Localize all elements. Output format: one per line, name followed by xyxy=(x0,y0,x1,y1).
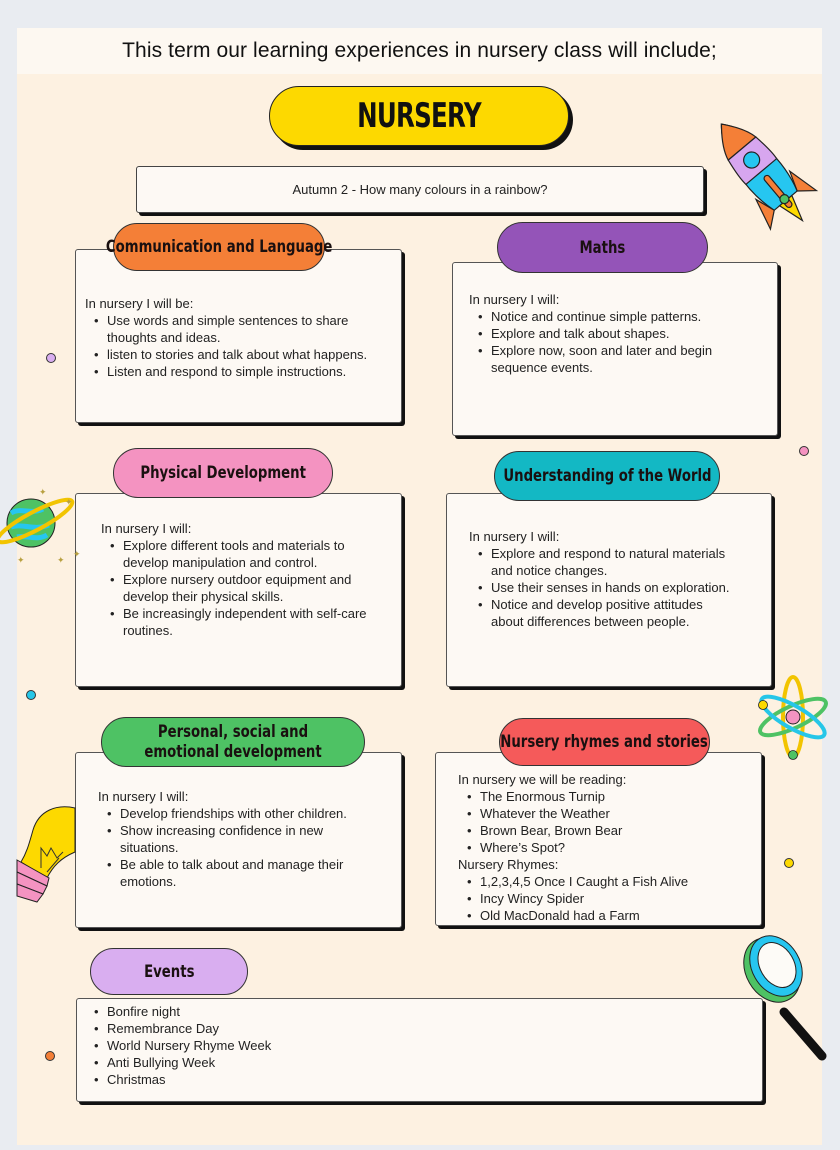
magnifying-glass-icon xyxy=(742,930,824,1060)
stories-list xyxy=(458,788,751,856)
list-item: • Use words and simple sentences to share thoughts and ideas. xyxy=(107,312,391,346)
personal-card xyxy=(75,752,402,928)
topic-text: Autumn 2 - How many colours in a rainbow? xyxy=(292,182,548,197)
class-title: NURSERY xyxy=(357,96,481,136)
decorative-dot xyxy=(784,858,794,868)
list-item: • Use their senses in hands on exploration. xyxy=(491,579,751,596)
rhymes-title: Nursery rhymes and stories xyxy=(500,732,709,752)
list-item: • Show increasing confidence in new situations. xyxy=(120,822,350,856)
list-item: • Notice and continue simple patterns. xyxy=(491,308,767,325)
rhymes-title-pill xyxy=(499,718,710,766)
list-item: • World Nursery Rhyme Week xyxy=(107,1037,752,1054)
class-title-pill xyxy=(269,86,569,146)
events-list xyxy=(85,1003,752,1088)
events-title: Events xyxy=(143,961,195,982)
physical-list xyxy=(101,537,391,639)
topic-box xyxy=(136,166,704,213)
list-item: • Explore nursery outdoor equipment and develop their physical skills. xyxy=(123,571,373,605)
lightbulb-icon xyxy=(17,800,77,910)
personal-intro: In nursery I will: xyxy=(98,789,189,804)
decorative-dot xyxy=(799,446,809,456)
maths-title: Maths xyxy=(579,237,626,258)
communication-list xyxy=(85,312,391,380)
world-intro: In nursery I will: xyxy=(469,529,560,544)
list-item: • Explore different tools and materials to develop manipulation and control. xyxy=(123,537,373,571)
list-item: • Be able to talk about and manage their emotions. xyxy=(120,856,370,890)
personal-title-pill xyxy=(101,717,365,767)
svg-text:✦: ✦ xyxy=(57,555,65,565)
rhymes-card xyxy=(435,752,762,926)
maths-card xyxy=(452,262,778,436)
communication-title-pill xyxy=(105,223,333,271)
personal-list xyxy=(98,805,391,890)
world-list xyxy=(469,545,761,630)
list-item: • Explore and talk about shapes. xyxy=(491,325,767,342)
list-item: • Remembrance Day xyxy=(107,1020,752,1037)
personal-title: Personal, social and emotional development xyxy=(144,722,322,762)
atom-icon xyxy=(755,675,825,760)
maths-intro: In nursery I will: xyxy=(469,292,560,307)
communication-intro: In nursery I will be: xyxy=(85,296,194,311)
list-item: • Notice and develop positive attitudes about differences between people. xyxy=(491,596,731,630)
intro-text: This term our learning experiences in nursery class will include; xyxy=(122,39,717,62)
planet-icon xyxy=(17,485,81,565)
events-card xyxy=(76,998,763,1102)
world-title: Understanding of the World xyxy=(502,466,712,486)
svg-text:✦: ✦ xyxy=(39,487,47,497)
events-title-pill xyxy=(90,948,248,995)
list-item: • Brown Bear, Brown Bear xyxy=(480,822,751,839)
physical-intro: In nursery I will: xyxy=(101,521,192,536)
rhymes-intro: Nursery Rhymes: xyxy=(458,857,559,872)
list-item: • The Enormous Turnip xyxy=(480,788,751,805)
intro-banner xyxy=(17,28,822,74)
world-card xyxy=(446,493,772,687)
communication-title: Communication and Language xyxy=(105,237,333,257)
physical-title-pill xyxy=(113,448,333,498)
list-item: • Anti Bullying Week xyxy=(107,1054,752,1071)
decorative-dot xyxy=(46,353,56,363)
stories-intro: In nursery we will be reading: xyxy=(458,772,627,787)
list-item: • Explore and respond to natural materials and notice changes. xyxy=(491,545,741,579)
svg-text:✦: ✦ xyxy=(73,549,81,559)
list-item: • Listen and respond to simple instructions. xyxy=(107,363,391,380)
list-item: • Explore now, soon and later and begin sequence events. xyxy=(491,342,731,376)
list-item: • Old MacDonald had a Farm xyxy=(480,907,751,924)
communication-card xyxy=(75,249,402,423)
list-item: • 1,2,3,4,5 Once I Caught a Fish Alive xyxy=(480,873,751,890)
list-item: • listen to stories and talk about what happens. xyxy=(107,346,391,363)
rhymes-list xyxy=(458,873,751,924)
list-item: • Christmas xyxy=(107,1071,752,1088)
maths-list xyxy=(469,308,767,376)
svg-text:✦: ✦ xyxy=(17,555,25,565)
decorative-dot xyxy=(45,1051,55,1061)
list-item: • Bonfire night xyxy=(107,1003,752,1020)
list-item: • Be increasingly independent with self-care routines. xyxy=(123,605,383,639)
svg-text:✦: ✦ xyxy=(65,497,73,507)
maths-title-pill xyxy=(497,222,708,273)
physical-title: Physical Development xyxy=(140,463,306,483)
physical-card xyxy=(75,493,402,687)
list-item: • Whatever the Weather xyxy=(480,805,751,822)
decorative-dot xyxy=(26,690,36,700)
list-item: • Develop friendships with other children. xyxy=(120,805,391,822)
list-item: • Incy Wincy Spider xyxy=(480,890,751,907)
list-item: • Where’s Spot? xyxy=(480,839,751,856)
rocket-icon xyxy=(700,110,825,225)
world-title-pill xyxy=(494,451,720,501)
